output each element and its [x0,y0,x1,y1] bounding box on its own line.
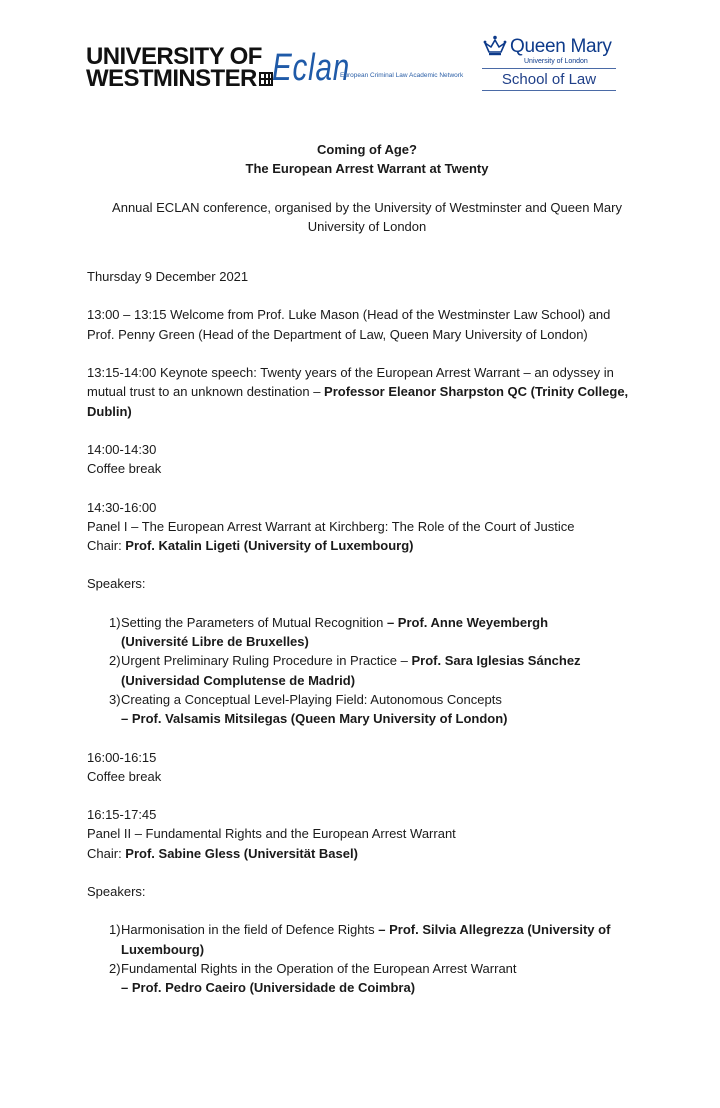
talk-topic: Urgent Preliminary Ruling Procedure in Practice – [121,653,412,669]
eclan-logo [272,47,464,89]
panel2-chair-label: Chair: [87,845,126,861]
panel2-title: Panel II – Fundamental Rights and the European Arrest Warrant [87,826,456,842]
speaker-affiliation: (Université Libre de Bruxelles) [121,634,309,650]
talk-topic: Creating a Conceptual Level-Playing Field: Autonomous Concepts [121,691,502,707]
speaker-affiliation: – Prof. Valsamis Mitsilegas (Queen Mary University of London) [121,711,508,727]
list-number: 1) [109,922,121,938]
divider [482,68,616,69]
welcome-line1: 13:00 – 13:15 Welcome from Prof. Luke Mason (Head of the Westminster Law School) and [87,307,611,323]
intro-line1: Annual ECLAN conference, organised by the University of Westminster and Queen Mary [112,199,622,215]
speaker-name: – Prof. Anne Weyembergh [386,614,549,630]
conference-programme [87,140,647,998]
panel2-chair-name: Prof. Sabine Gless (Universität Basel) [125,845,358,861]
list-number: 2) [109,960,121,976]
university-of-westminster-logo [86,43,273,92]
event-date: Thursday 9 December 2021 [87,269,249,285]
queen-mary-name: Queen Mary [510,36,612,57]
list-item [87,959,647,998]
school-of-law-label: School of Law [501,71,597,88]
keynote-speaker-cont: Dublin) [87,403,132,419]
talk-topic: Fundamental Rights in the Operation of the European Arrest Warrant [121,960,517,976]
break2-label: Coffee break [87,768,162,784]
list-number: 3) [109,691,121,707]
break1-time: 14:00-14:30 [87,441,157,457]
speaker-affiliation: – Prof. Pedro Caeiro (Universidade de Coimbra) [121,980,416,996]
keynote-line1: 13:15-14:00 Keynote speech: Twenty years of the European Arrest Warrant – an odyssey in [87,365,614,381]
university-of-london-label: University of London [524,58,588,65]
panel1-title: Panel I – The European Arrest Warrant at Kirchberg: The Role of the Court of Justice [87,518,575,534]
divider [482,90,616,91]
speaker-name: Prof. Sara Iglesias Sánchez [411,653,581,669]
title-line1: Coming of Age? [317,142,417,157]
list-item [87,690,647,729]
panel1-speaker-list [87,613,647,729]
list-item [87,920,647,959]
westminster-logo-line2: WESTMINSTER [86,65,257,92]
keynote-line2: mutual trust to an unknown destination – [87,384,325,400]
break1-label: Coffee break [87,461,162,477]
panel2-speaker-list [87,920,647,997]
list-number: 1) [109,614,121,630]
crown-icon [482,34,508,60]
panel1-speakers-label: Speakers: [87,576,146,592]
welcome-line2: Prof. Penny Green (Head of the Department of Law, Queen Mary University of London) [87,326,588,342]
panel2-speakers-label: Speakers: [87,884,146,900]
panel1-time: 14:30-16:00 [87,499,157,515]
eclan-wordmark: Eclan [272,47,351,89]
title-line2: The European Arrest Warrant at Twenty [245,161,489,177]
list-item [87,613,647,652]
talk-topic: Harmonisation in the field of Defence Rights [121,922,379,938]
panel1-chair-name: Prof. Katalin Ligeti (University of Luxembourg) [125,538,414,554]
portcullis-icon [259,72,273,86]
speaker-name: – Prof. Silvia Allegrezza (University of [378,922,611,938]
list-number: 2) [109,653,121,669]
eclan-subtitle: European Criminal Law Academic Network [340,72,464,79]
panel1-chair-label: Chair: [87,538,126,554]
talk-topic: Setting the Parameters of Mutual Recognition [121,614,387,630]
intro-line2: University of London [307,218,427,234]
keynote-speaker: Professor Eleanor Sharpston QC (Trinity College, [324,384,629,400]
panel2-time: 16:15-17:45 [87,807,157,823]
westminster-logo-line1: UNIVERSITY OF [86,43,262,70]
break2-time: 16:00-16:15 [87,749,157,765]
list-item [87,651,647,690]
speaker-affiliation: (Universidad Complutense de Madrid) [121,672,356,688]
speaker-affiliation: Luxembourg) [121,941,205,957]
